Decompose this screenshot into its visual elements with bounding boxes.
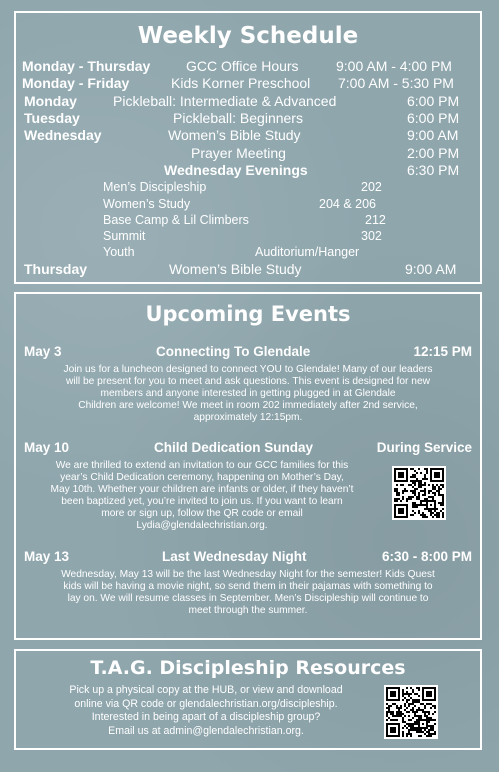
discipleship-qr-code[interactable] [384, 685, 438, 739]
description-line: kids will be having a movie night, so send them in their pajamas with something to [63, 581, 433, 592]
schedule-day: Wednesday [24, 127, 102, 143]
schedule-event: Kids Korner Preschool [171, 75, 311, 91]
upcoming-events-title: Upcoming Events [145, 302, 351, 326]
resources-description [36, 684, 376, 738]
description-line: will be present for you to meet and ask questions. This event is designed for new [66, 376, 430, 387]
evening-group-name: Summit [103, 229, 146, 243]
schedule-time: 9:00 AM [407, 127, 459, 143]
description-line: members and anyone interested in getting plugged in at Glendale [100, 388, 396, 399]
schedule-time: 2:00 PM [407, 145, 460, 161]
description-line: Interested in being apart of a discipleship group? [91, 711, 321, 723]
description-line: online via QR code or glendalechristian.org/discipleship. [74, 697, 338, 710]
evening-group-room: 302 [361, 229, 382, 243]
evening-group-room: 204 & 206 [319, 197, 376, 211]
event-header [24, 344, 472, 362]
schedule-time: 9:00 AM [405, 261, 457, 277]
schedule-day: Monday - Friday [22, 75, 130, 91]
event-name: Last Wednesday Night [162, 549, 307, 564]
description-line: approximately 12:15pm. [193, 412, 303, 423]
event-header [24, 549, 472, 567]
weekly-schedule-panel [14, 11, 482, 284]
event-description [22, 460, 382, 532]
schedule-day: Monday [24, 93, 77, 109]
schedule-time: 6:00 PM [407, 93, 460, 109]
schedule-event: Pickleball: Beginners [173, 110, 303, 126]
description-line: meet through the summer. [188, 605, 308, 616]
schedule-day: Monday - Thursday [22, 58, 151, 74]
event-description [22, 569, 474, 617]
schedule-day: Tuesday [24, 110, 80, 126]
event-date: May 3 [24, 344, 62, 359]
resources-title: T.A.G. Discipleship Resources [90, 657, 406, 679]
event-time: 12:15 PM [413, 344, 472, 359]
evening-group-room: 202 [361, 180, 382, 194]
schedule-time: 7:00 AM - 5:30 PM [338, 75, 454, 91]
event-time: 6:30 - 8:00 PM [381, 549, 472, 564]
evening-group-name: Men’s Discipleship [103, 180, 207, 194]
description-line: Children are welcome! We meet in room 202 immediately after 2nd service, [78, 400, 418, 411]
upcoming-events-panel [14, 292, 482, 640]
child-dedication-qr-code[interactable] [392, 466, 446, 520]
evening-group-name: Youth [103, 245, 135, 259]
description-line: We are thrilled to extend an invitation to our GCC families for this [55, 460, 349, 471]
evening-group-room: Auditorium/Hanger [255, 245, 360, 259]
description-line: been baptized yet, you’re invited to join us. If you want to learn [61, 496, 343, 507]
schedule-time: 9:00 AM - 4:00 PM [336, 58, 452, 74]
description-line: Pick up a physical copy at the HUB, or view and download [69, 684, 343, 696]
schedule-day: Thursday [24, 261, 88, 277]
event-date: May 10 [24, 440, 70, 455]
evening-group-name: Women’s Study [103, 197, 191, 211]
description-line: Join us for a luncheon designed to connect YOU to Glendale! Many of our leaders [63, 364, 433, 375]
qr-code-graphic [394, 468, 444, 518]
schedule-event: Pickleball: Intermediate & Advanced [113, 93, 337, 109]
event-description [22, 364, 474, 424]
schedule-event: GCC Office Hours [186, 58, 299, 74]
schedule-event: Prayer Meeting [191, 145, 286, 161]
description-line: Email us at admin@glendalechristian.org. [108, 724, 304, 737]
event-time: During Service [376, 440, 472, 455]
description-line: year’s Child Dedication ceremony, happening on Mother’s Day, [60, 472, 344, 483]
description-line: May 10th. Whether your children are infants or older, if they haven’t [50, 484, 354, 495]
event-date: May 13 [24, 549, 70, 564]
evening-group-name: Base Camp & Lil Climbers [103, 213, 249, 227]
qr-code-graphic [386, 687, 436, 737]
description-line: more or sign up, follow the QR code or email [101, 508, 303, 519]
schedule-event: Women’s Bible Study [168, 127, 301, 143]
event-name: Connecting To Glendale [156, 344, 311, 359]
evening-group-room: 212 [365, 213, 386, 227]
schedule-event: Women’s Bible Study [169, 261, 302, 277]
event-name: Child Dedication Sunday [154, 440, 314, 455]
schedule-time: 6:00 PM [407, 110, 460, 126]
event-header [24, 440, 472, 458]
schedule-event: Wednesday Evenings [164, 162, 308, 178]
description-line: lay on. We will resume classes in September. Men’s Discipleship will continue to [67, 593, 429, 604]
description-line: Wednesday, May 13 will be the last Wednesday Night for the semester! Kids Quest [61, 569, 435, 580]
description-line: Lydia@glendalechristian.org. [136, 520, 268, 531]
discipleship-resources-panel [14, 649, 482, 750]
weekly-schedule-title: Weekly Schedule [137, 23, 359, 49]
schedule-time: 6:30 PM [407, 162, 460, 178]
